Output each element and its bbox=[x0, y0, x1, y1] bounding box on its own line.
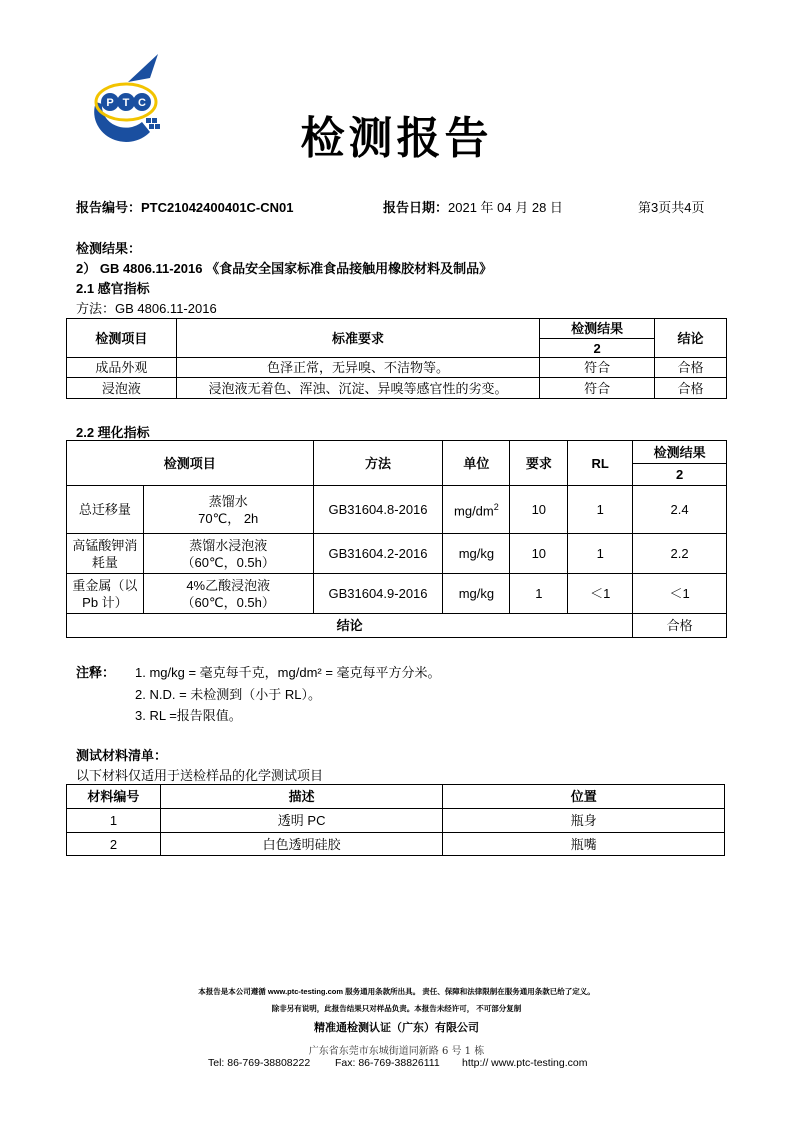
cell: 高锰酸钾消耗量 bbox=[67, 534, 144, 574]
cell: 符合 bbox=[540, 358, 655, 378]
table-row bbox=[67, 833, 725, 856]
condition: 4%乙酸浸泡液 bbox=[186, 577, 271, 593]
table-row bbox=[67, 534, 727, 574]
condition: 蒸馏水浸泡液 bbox=[189, 537, 268, 553]
header-result: 检测结果 bbox=[633, 441, 727, 464]
section-2-2-title: 2.2 理化指标 bbox=[76, 425, 150, 440]
header-item: 检测项目 bbox=[67, 441, 314, 486]
materials-subtitle: 以下材料仅适用于送检样品的化学测试项目 bbox=[76, 768, 324, 783]
cell: 合格 bbox=[655, 378, 727, 399]
condition: 70℃， 2h bbox=[198, 510, 259, 526]
condition: （60℃，0.5h） bbox=[181, 594, 275, 610]
header-cell: 材料编号 bbox=[67, 785, 161, 809]
cell: 总迁移量 bbox=[67, 486, 144, 534]
cell: 浸泡液无着色、浑浊、沉淀、异嗅等感官性的劣变。 bbox=[176, 378, 539, 399]
cell: 符合 bbox=[540, 378, 655, 399]
page-number: 第3页共4页 bbox=[638, 200, 705, 215]
svg-text:P: P bbox=[106, 97, 114, 109]
note-item: 3. RL =报告限值。 bbox=[135, 708, 242, 723]
cell: 浸泡液 bbox=[67, 378, 177, 399]
physchem-table bbox=[66, 440, 727, 638]
header-item: 检测项目 bbox=[67, 319, 177, 358]
conclusion-value: 合格 bbox=[633, 614, 727, 638]
cell: GB31604.9-2016 bbox=[313, 574, 443, 614]
header-conclusion: 结论 bbox=[655, 319, 727, 358]
table-row bbox=[67, 486, 727, 534]
header-req: 标准要求 bbox=[176, 319, 539, 358]
cell: 瓶身 bbox=[443, 809, 725, 833]
materials-title: 测试材料清单： bbox=[76, 748, 168, 763]
footer-disclaimer: 本报告是本公司遵循 www.ptc-testing.com 服务通用条款所出具。 责任、保障和法律限制在服务通用条款已给了定义。 bbox=[198, 987, 595, 996]
header-result-no: 2 bbox=[633, 464, 727, 486]
cell: 透明 PC bbox=[160, 809, 443, 833]
svg-text:C: C bbox=[138, 97, 146, 109]
cell bbox=[443, 486, 510, 534]
sensory-table bbox=[66, 318, 727, 399]
header-cell: 位置 bbox=[443, 785, 725, 809]
footer-fax: Fax: 86-769-38826111 bbox=[335, 1057, 440, 1069]
table-row bbox=[67, 358, 727, 378]
cell: 10 bbox=[510, 486, 568, 534]
report-date-label: 报告日期： bbox=[383, 200, 449, 215]
notes-label: 注释： bbox=[76, 665, 116, 680]
materials-table bbox=[66, 784, 725, 856]
cell: 1 bbox=[568, 486, 633, 534]
condition: 蒸馏水 bbox=[208, 493, 248, 509]
table-row bbox=[67, 809, 725, 833]
cell: ＜1 bbox=[633, 574, 727, 614]
footer-website: http:// www.ptc-testing.com bbox=[462, 1057, 588, 1069]
cell bbox=[143, 486, 313, 534]
page-title: 检测报告 bbox=[300, 113, 493, 164]
cell: 2.2 bbox=[633, 534, 727, 574]
cell: mg/kg bbox=[443, 534, 510, 574]
results-label: 检测结果： bbox=[76, 241, 142, 256]
report-number bbox=[76, 197, 294, 216]
footer-tel: Tel: 86-769-38808222 bbox=[208, 1057, 311, 1069]
table-row bbox=[67, 378, 727, 399]
cell bbox=[143, 574, 313, 614]
cell: mg/kg bbox=[443, 574, 510, 614]
cell: GB31604.2-2016 bbox=[313, 534, 443, 574]
report-date-value: 2021 年 04 月 28 日 bbox=[448, 200, 563, 215]
cell: 成品外观 bbox=[67, 358, 177, 378]
cell: 10 bbox=[510, 534, 568, 574]
section-2-1-method: 方法：GB 4806.11-2016 bbox=[76, 301, 217, 316]
report-number-value: PTC21042400401C-CN01 bbox=[141, 200, 294, 215]
header-req: 要求 bbox=[510, 441, 568, 486]
cell: 2 bbox=[67, 833, 161, 856]
section-2-1-title: 2.1 感官指标 bbox=[76, 281, 150, 296]
standard-title: 2） GB 4806.11-2016 《食品安全国家标准食品接触用橡胶材料及制品》 bbox=[76, 261, 493, 276]
unit-sup: 2 bbox=[493, 502, 499, 513]
cell: 白色透明硅胶 bbox=[160, 833, 443, 856]
cell: 1 bbox=[67, 809, 161, 833]
cell: 瓶嘴 bbox=[443, 833, 725, 856]
svg-text:T: T bbox=[122, 97, 130, 109]
footer-address: 广东省东莞市东城街道同新路 6 号 1 栋 bbox=[308, 1046, 485, 1057]
report-date bbox=[383, 197, 563, 216]
cell: 2.4 bbox=[633, 486, 727, 534]
cell: 合格 bbox=[655, 358, 727, 378]
header-cell: 描述 bbox=[160, 785, 443, 809]
conclusion-label: 结论 bbox=[67, 614, 633, 638]
cell: 1 bbox=[510, 574, 568, 614]
cell: GB31604.8-2016 bbox=[313, 486, 443, 534]
cell: ＜1 bbox=[568, 574, 633, 614]
table-row bbox=[67, 574, 727, 614]
note-item: 2. N.D. = 未检测到（小于 RL）。 bbox=[135, 687, 321, 702]
unit: mg/dm bbox=[454, 503, 494, 519]
footer-notice: 除非另有说明，此报告结果只对样品负责。本报告未经许可， 不可部分复制 bbox=[271, 1004, 522, 1013]
header-result: 检测结果 bbox=[540, 319, 655, 339]
header-method: 方法 bbox=[313, 441, 443, 486]
footer-company: 精准通检测认证（广东）有限公司 bbox=[314, 1022, 479, 1034]
cell: 重金属（以Pb 计） bbox=[67, 574, 144, 614]
condition: （60℃，0.5h） bbox=[181, 554, 275, 570]
cell bbox=[143, 534, 313, 574]
header-unit: 单位 bbox=[443, 441, 510, 486]
header-result-no: 2 bbox=[540, 339, 655, 358]
cell: 1 bbox=[568, 534, 633, 574]
report-number-label: 报告编号： bbox=[76, 200, 142, 215]
cell: 色泽正常，无异嗅、不洁物等。 bbox=[176, 358, 539, 378]
header-rl: RL bbox=[568, 441, 633, 486]
note-item: 1. mg/kg = 毫克每千克，mg/dm² = 毫克每平方分米。 bbox=[135, 665, 441, 680]
